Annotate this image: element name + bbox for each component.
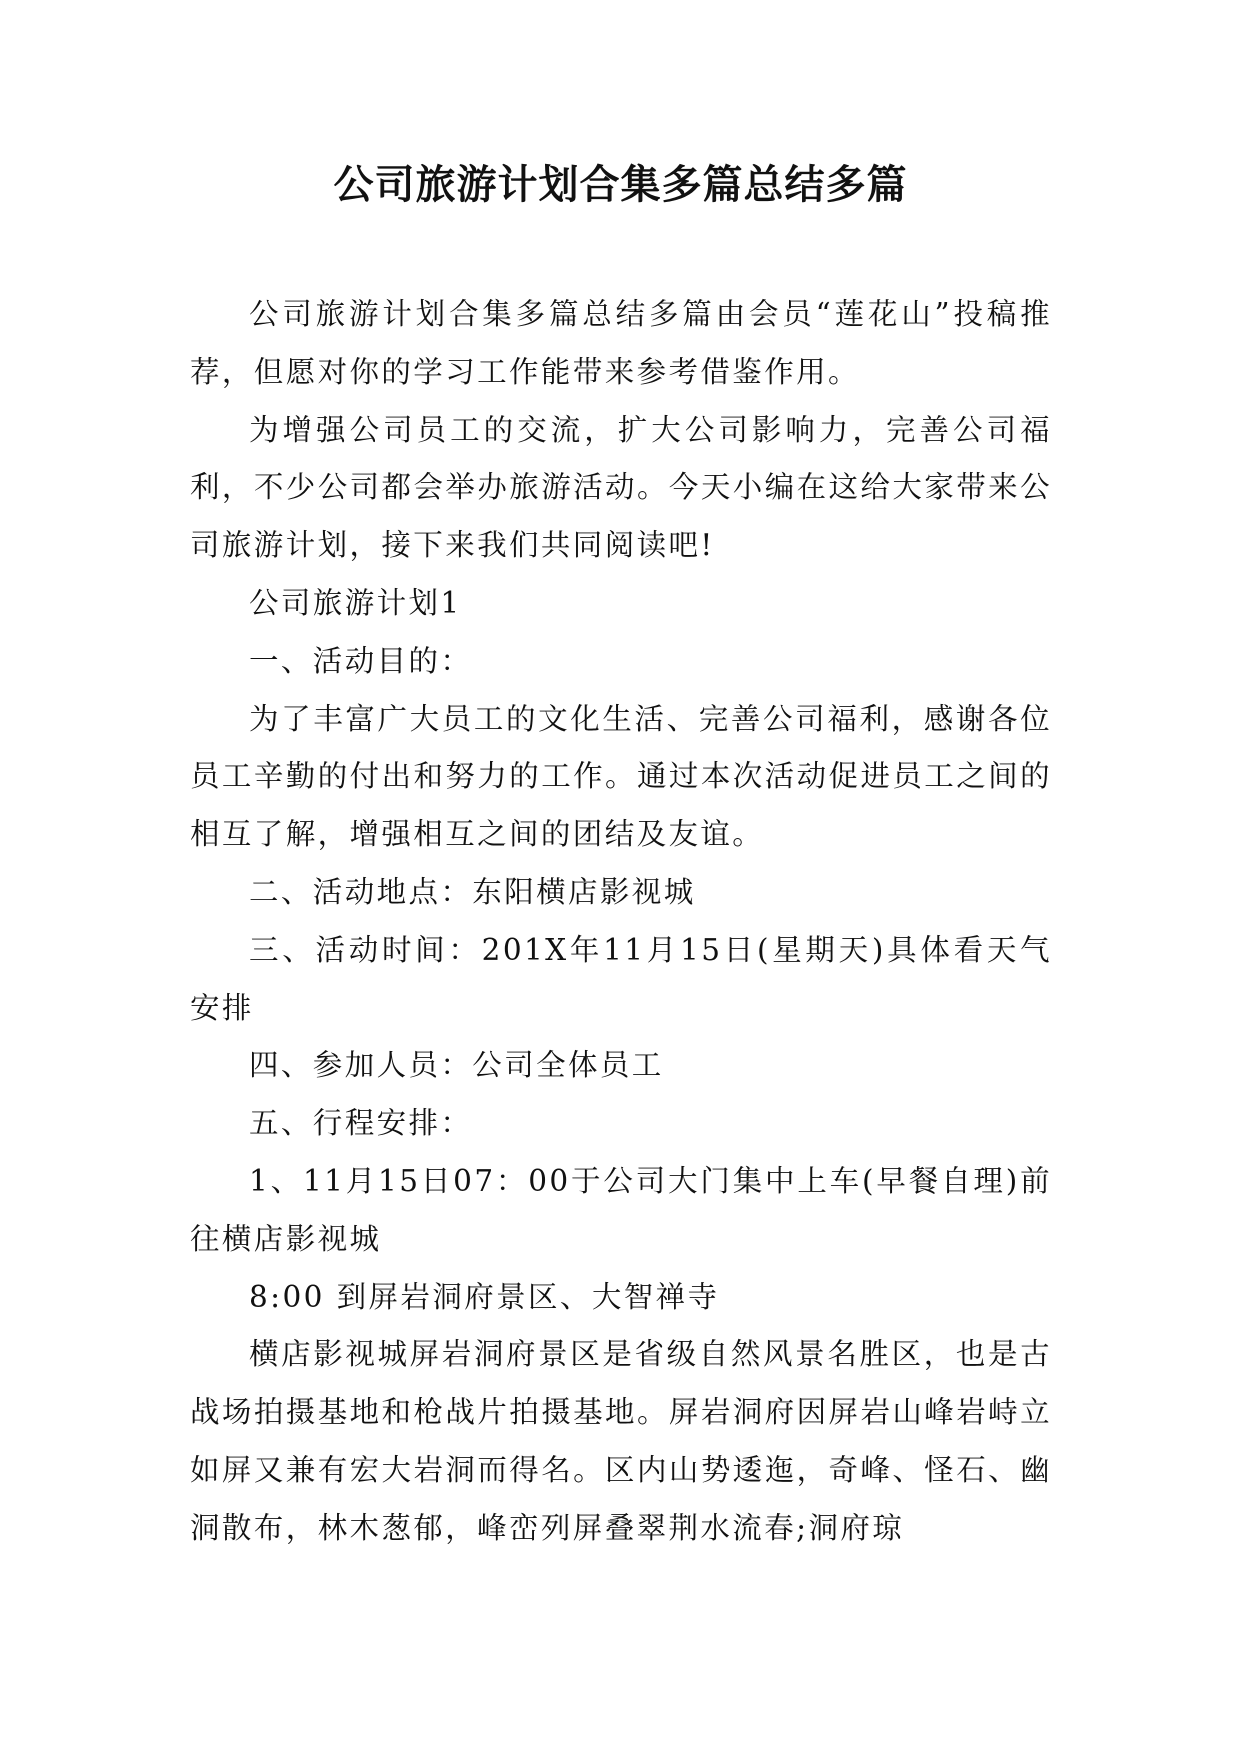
paragraph-intro: 公司旅游计划合集多篇总结多篇由会员“莲花山”投稿推荐，但愿对你的学习工作能带来参考借鉴作用。 — [190, 297, 1052, 389]
paragraph-itinerary-departure: 1、11月15日07：00于公司大门集中上车(早餐自理)前往横店影视城 — [190, 1163, 1052, 1256]
section-heading-purpose: 一、活动目的： — [249, 643, 473, 678]
paragraph-scenic-description: 横店影视城屏岩洞府景区是省级自然风景名胜区，也是古战场拍摄基地和枪战片拍摄基地。屏岩洞府因屏岩山峰岩峙立如屏又兼有宏大岩洞而得名。区内山势逶迤，奇峰、怪石、幽洞散布，林木葱郁，峰峦列屏叠翠荆水流春;洞府琼 — [190, 1337, 1052, 1545]
paragraph-background: 为增强公司员工的交流，扩大公司影响力，完善公司福利，不少公司都会举办旅游活动。今天小编在这给大家带来公司旅游计划，接下来我们共同阅读吧! — [190, 412, 1052, 563]
paragraph-participants: 四、参加人员：公司全体员工 — [249, 1048, 664, 1083]
section-heading-itinerary: 五、行程安排： — [249, 1106, 473, 1141]
paragraph-purpose: 为了丰富广大员工的文化生活、完善公司福利，感谢各位员工辛勤的付出和努力的工作。通过本次活动促进员工之间的相互了解，增强相互之间的团结及友谊。 — [190, 701, 1052, 852]
section-heading-plan-1: 公司旅游计划1 — [249, 585, 462, 620]
paragraph-time: 三、活动时间：201X年11月15日(星期天)具体看天气安排 — [190, 932, 1052, 1025]
paragraph-itinerary-arrival: 8:00 到屏岩洞府景区、大智禅寺 — [249, 1279, 720, 1314]
paragraph-location: 二、活动地点：东阳横店影视城 — [249, 874, 696, 909]
document-title: 公司旅游计划合集多篇总结多篇 — [333, 162, 908, 208]
document-body — [190, 286, 1052, 1558]
